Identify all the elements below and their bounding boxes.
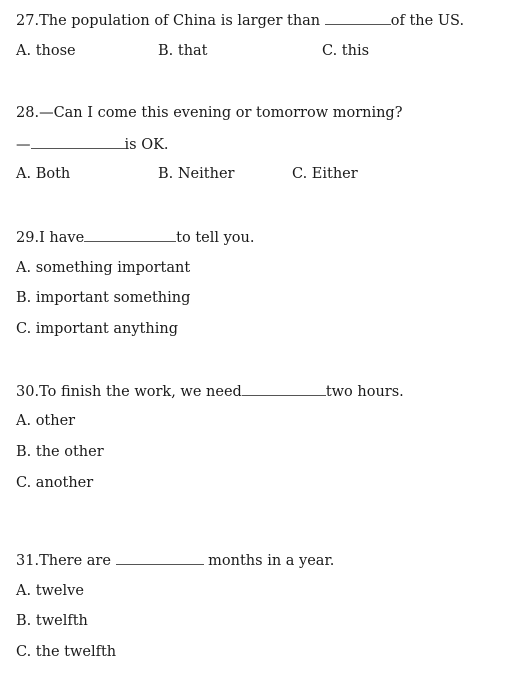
dash: — (16, 137, 31, 153)
question-number: 31. (16, 553, 40, 569)
question-text: to tell you. (176, 230, 255, 246)
question-text: of the US. (390, 13, 465, 29)
option-b: B. the other (16, 444, 104, 460)
question-number: 29. (16, 230, 40, 246)
question-28-reply (16, 135, 169, 153)
question-text: I have (39, 230, 85, 246)
option-a: A. something important (16, 260, 191, 276)
question-text: months in a year. (203, 553, 335, 569)
question-text: two hours. (325, 384, 404, 400)
question-30-stem (16, 382, 404, 400)
question-text: The population of China is larger than (39, 13, 325, 29)
option-b: B. important something (16, 290, 191, 306)
question-28-stem (16, 104, 403, 122)
option-a: A. other (16, 413, 76, 429)
option-b: B. twelfth (16, 613, 88, 629)
answer-blank (116, 551, 204, 565)
question-27-stem (16, 11, 464, 29)
option-a: A. those (16, 43, 76, 59)
answer-blank (84, 228, 176, 242)
option-c: C. the twelfth (16, 644, 117, 660)
answer-blank (242, 382, 326, 396)
option-c: C. another (16, 475, 94, 491)
question-number: 30. (16, 384, 40, 400)
question-29-stem (16, 228, 254, 246)
question-text: To finish the work, we need (39, 384, 242, 400)
question-31-stem (16, 551, 334, 569)
answer-blank (325, 11, 391, 25)
option-c: C. this (322, 43, 370, 59)
question-text: —Can I come this evening or tomorrow morning? (39, 105, 403, 121)
question-number: 28. (16, 105, 40, 121)
question-text: is OK. (124, 137, 169, 153)
option-b: B. Neither (158, 166, 235, 182)
option-a: A. twelve (16, 583, 84, 599)
option-a: A. Both (16, 166, 71, 182)
question-text: There are (39, 553, 116, 569)
question-number: 27. (16, 13, 40, 29)
option-b: B. that (158, 43, 208, 59)
option-c: C. important anything (16, 321, 178, 337)
answer-blank (31, 135, 125, 149)
option-c: C. Either (292, 166, 358, 182)
